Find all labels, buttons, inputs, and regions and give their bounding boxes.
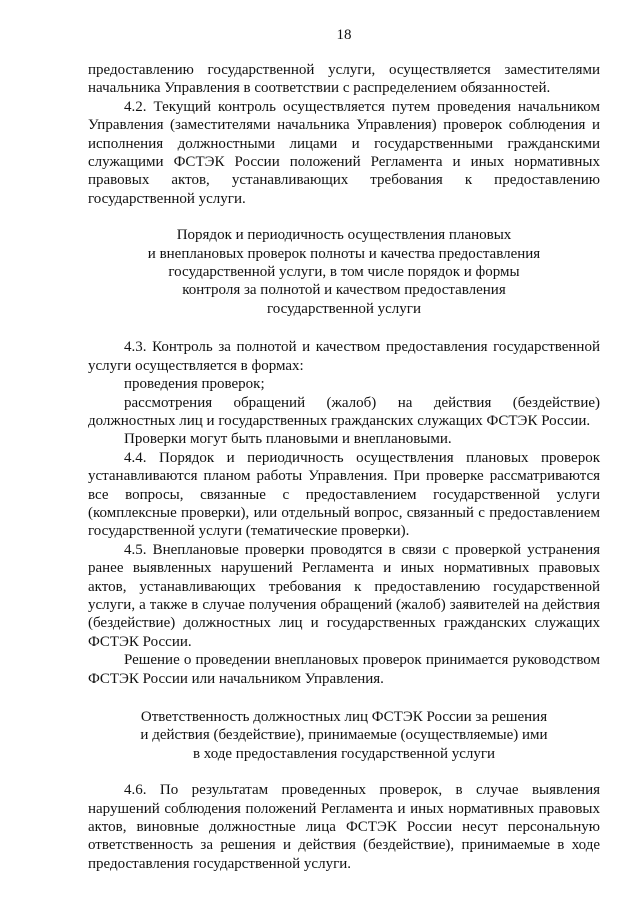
heading-line: в ходе предоставления государственной услуги xyxy=(192,745,496,762)
section-heading-inspections xyxy=(88,226,600,318)
heading-line: и внеплановых проверок полноты и качества предоставления xyxy=(147,245,541,262)
list-item-complaints: рассмотрения обращений (жалоб) на действия (бездействие) должностных лиц и государственных гражданских служащих ФСТЭК России. xyxy=(88,394,600,429)
paragraph-4-6: 4.6. По результатам проведенных проверок, в случае выявления нарушений соблюдения положений Регламента и иных нормативных правовых актов, виновные должностные лица ФСТЭК России несут персональную ответственность за решения и действия (бездействие), принимаемые в ходе предоставления государственной услуги. xyxy=(88,782,600,872)
list-item-inspections: проведения проверок; xyxy=(124,376,265,393)
heading-line: и действия (бездействие), принимаемые (осуществляемые) ими xyxy=(140,727,548,744)
heading-line: государственной услуги, в том числе порядок и формы xyxy=(168,264,520,281)
heading-line: контроля за полнотой и качеством предоставления xyxy=(182,282,506,299)
paragraph-4-2: 4.2. Текущий контроль осуществляется путем проведения начальником Управления (заместителями начальника Управления) проверок соблюдения и исполнения должностными лицами и государственными гражданскими служащими ФСТЭК России положений Регламента и иных нормативных правовых актов, устанавливающих требования к предоставлению государственной услуги. xyxy=(88,98,600,207)
paragraph-4-5: 4.5. Внеплановые проверки проводятся в связи с проверкой устранения ранее выявленных нарушений Регламента и иных нормативных правовых актов, устанавливающих требования к предоставлению государственной услуги, а также в случае получения обращений (жалоб) заявителей на действия (бездействие) должностных лиц и государственных гражданских служащих ФСТЭК России. xyxy=(88,541,600,650)
heading-line: государственной услуги xyxy=(267,300,421,317)
section-heading-responsibility xyxy=(88,708,600,763)
heading-line: Порядок и периодичность осуществления плановых xyxy=(176,227,512,244)
heading-line: Ответственность должностных лиц ФСТЭК России за решения xyxy=(140,709,548,725)
paragraph-inspection-types: Проверки могут быть плановыми и внеплановыми. xyxy=(124,431,452,448)
paragraph-4-3: 4.3. Контроль за полнотой и качеством предоставления государственной услуги осуществляется в формах: xyxy=(88,339,600,374)
paragraph-4-4: 4.4. Порядок и периодичность осуществления плановых проверок устанавливаются планом работы Управления. При проверке рассматриваются все вопросы, связанные с предоставлением государственной услуги (комплексные проверки), или отдельный вопрос, связанный с предоставлением государственной услуги (тематические проверки). xyxy=(88,449,600,540)
paragraph-continuation: предоставлению государственной услуги, осуществляется заместителями начальника Управления в соответствии с распределением обязанностей. xyxy=(88,62,600,97)
page-number: 18 xyxy=(336,27,352,43)
paragraph-decision: Решение о проведении внеплановых проверок принимается руководством ФСТЭК России или начальником Управления. xyxy=(88,652,600,687)
